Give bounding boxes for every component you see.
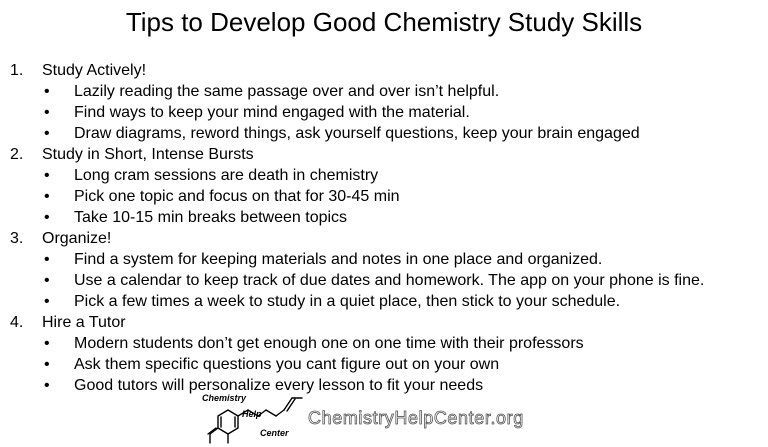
logo-site-url: ChemistryHelpCenter.org	[308, 408, 524, 428]
bullet-icon: •	[44, 377, 50, 394]
bullet-icon: •	[44, 125, 50, 142]
molecule-logo-icon	[196, 388, 556, 444]
bullet-item	[0, 81, 768, 102]
bullet-text: Find ways to keep your mind engaged with the material.	[74, 104, 470, 121]
bullet-text: Lazily reading the same passage over and over isn’t helpful.	[74, 83, 500, 100]
bullet-text: Long cram sessions are death in chemistry	[74, 167, 379, 184]
bullet-item	[0, 249, 768, 270]
section-heading: Organize!	[42, 230, 112, 247]
list-item-3	[0, 228, 768, 249]
bullet-icon: •	[44, 272, 50, 289]
bullet-icon: •	[44, 209, 50, 226]
bullet-item	[0, 291, 768, 312]
section-heading: Study in Short, Intense Bursts	[42, 146, 254, 163]
bullet-icon: •	[44, 83, 50, 100]
tips-list	[0, 60, 768, 396]
bullet-text: Draw diagrams, reword things, ask yourself questions, keep your brain engaged	[74, 125, 640, 142]
bullet-icon: •	[44, 293, 50, 310]
bullet-icon: •	[44, 167, 50, 184]
logo-word-chemistry: Chemistry	[202, 393, 247, 403]
list-item-4	[0, 312, 768, 333]
bullet-icon: •	[44, 356, 50, 373]
bullet-text: Good tutors will personalize every lesson to fit your needs	[74, 377, 484, 394]
list-number: 3.	[10, 230, 24, 247]
bullet-icon: •	[44, 335, 50, 352]
bullet-text: Pick one topic and focus on that for 30-45 min	[74, 188, 400, 205]
list-number: 1.	[10, 62, 24, 79]
bullet-item	[0, 102, 768, 123]
bullet-text: Take 10-15 min breaks between topics	[74, 209, 348, 226]
page-title: Tips to Develop Good Chemistry Study Skills	[125, 7, 643, 37]
list-number: 2.	[10, 146, 24, 163]
bullet-icon: •	[44, 188, 50, 205]
bullet-item	[0, 333, 768, 354]
section-heading: Study Actively!	[42, 62, 147, 79]
logo-word-center: Center	[260, 428, 289, 438]
section-heading: Hire a Tutor	[42, 314, 126, 331]
bullet-item	[0, 207, 768, 228]
bullet-text: Pick a few times a week to study in a quiet place, then stick to your schedule.	[74, 293, 621, 310]
bullet-text: Find a system for keeping materials and notes in one place and organized.	[74, 251, 603, 268]
bullet-item	[0, 354, 768, 375]
logo-word-help: Help	[242, 409, 262, 419]
bullet-icon: •	[44, 251, 50, 268]
list-item-2	[0, 144, 768, 165]
bullet-text: Modern students don’t get enough one on one time with their professors	[74, 335, 584, 352]
chemistry-help-center-logo	[196, 388, 556, 444]
bullet-text: Ask them specific questions you cant figure out on your own	[74, 356, 500, 373]
list-item-1	[0, 60, 768, 81]
list-number: 4.	[10, 314, 24, 331]
bullet-item	[0, 270, 768, 291]
bullet-item	[0, 123, 768, 144]
bullet-icon: •	[44, 104, 50, 121]
bullet-item	[0, 165, 768, 186]
bullet-item	[0, 186, 768, 207]
bullet-text: Use a calendar to keep track of due dates and homework. The app on your phone is fine.	[74, 272, 705, 289]
